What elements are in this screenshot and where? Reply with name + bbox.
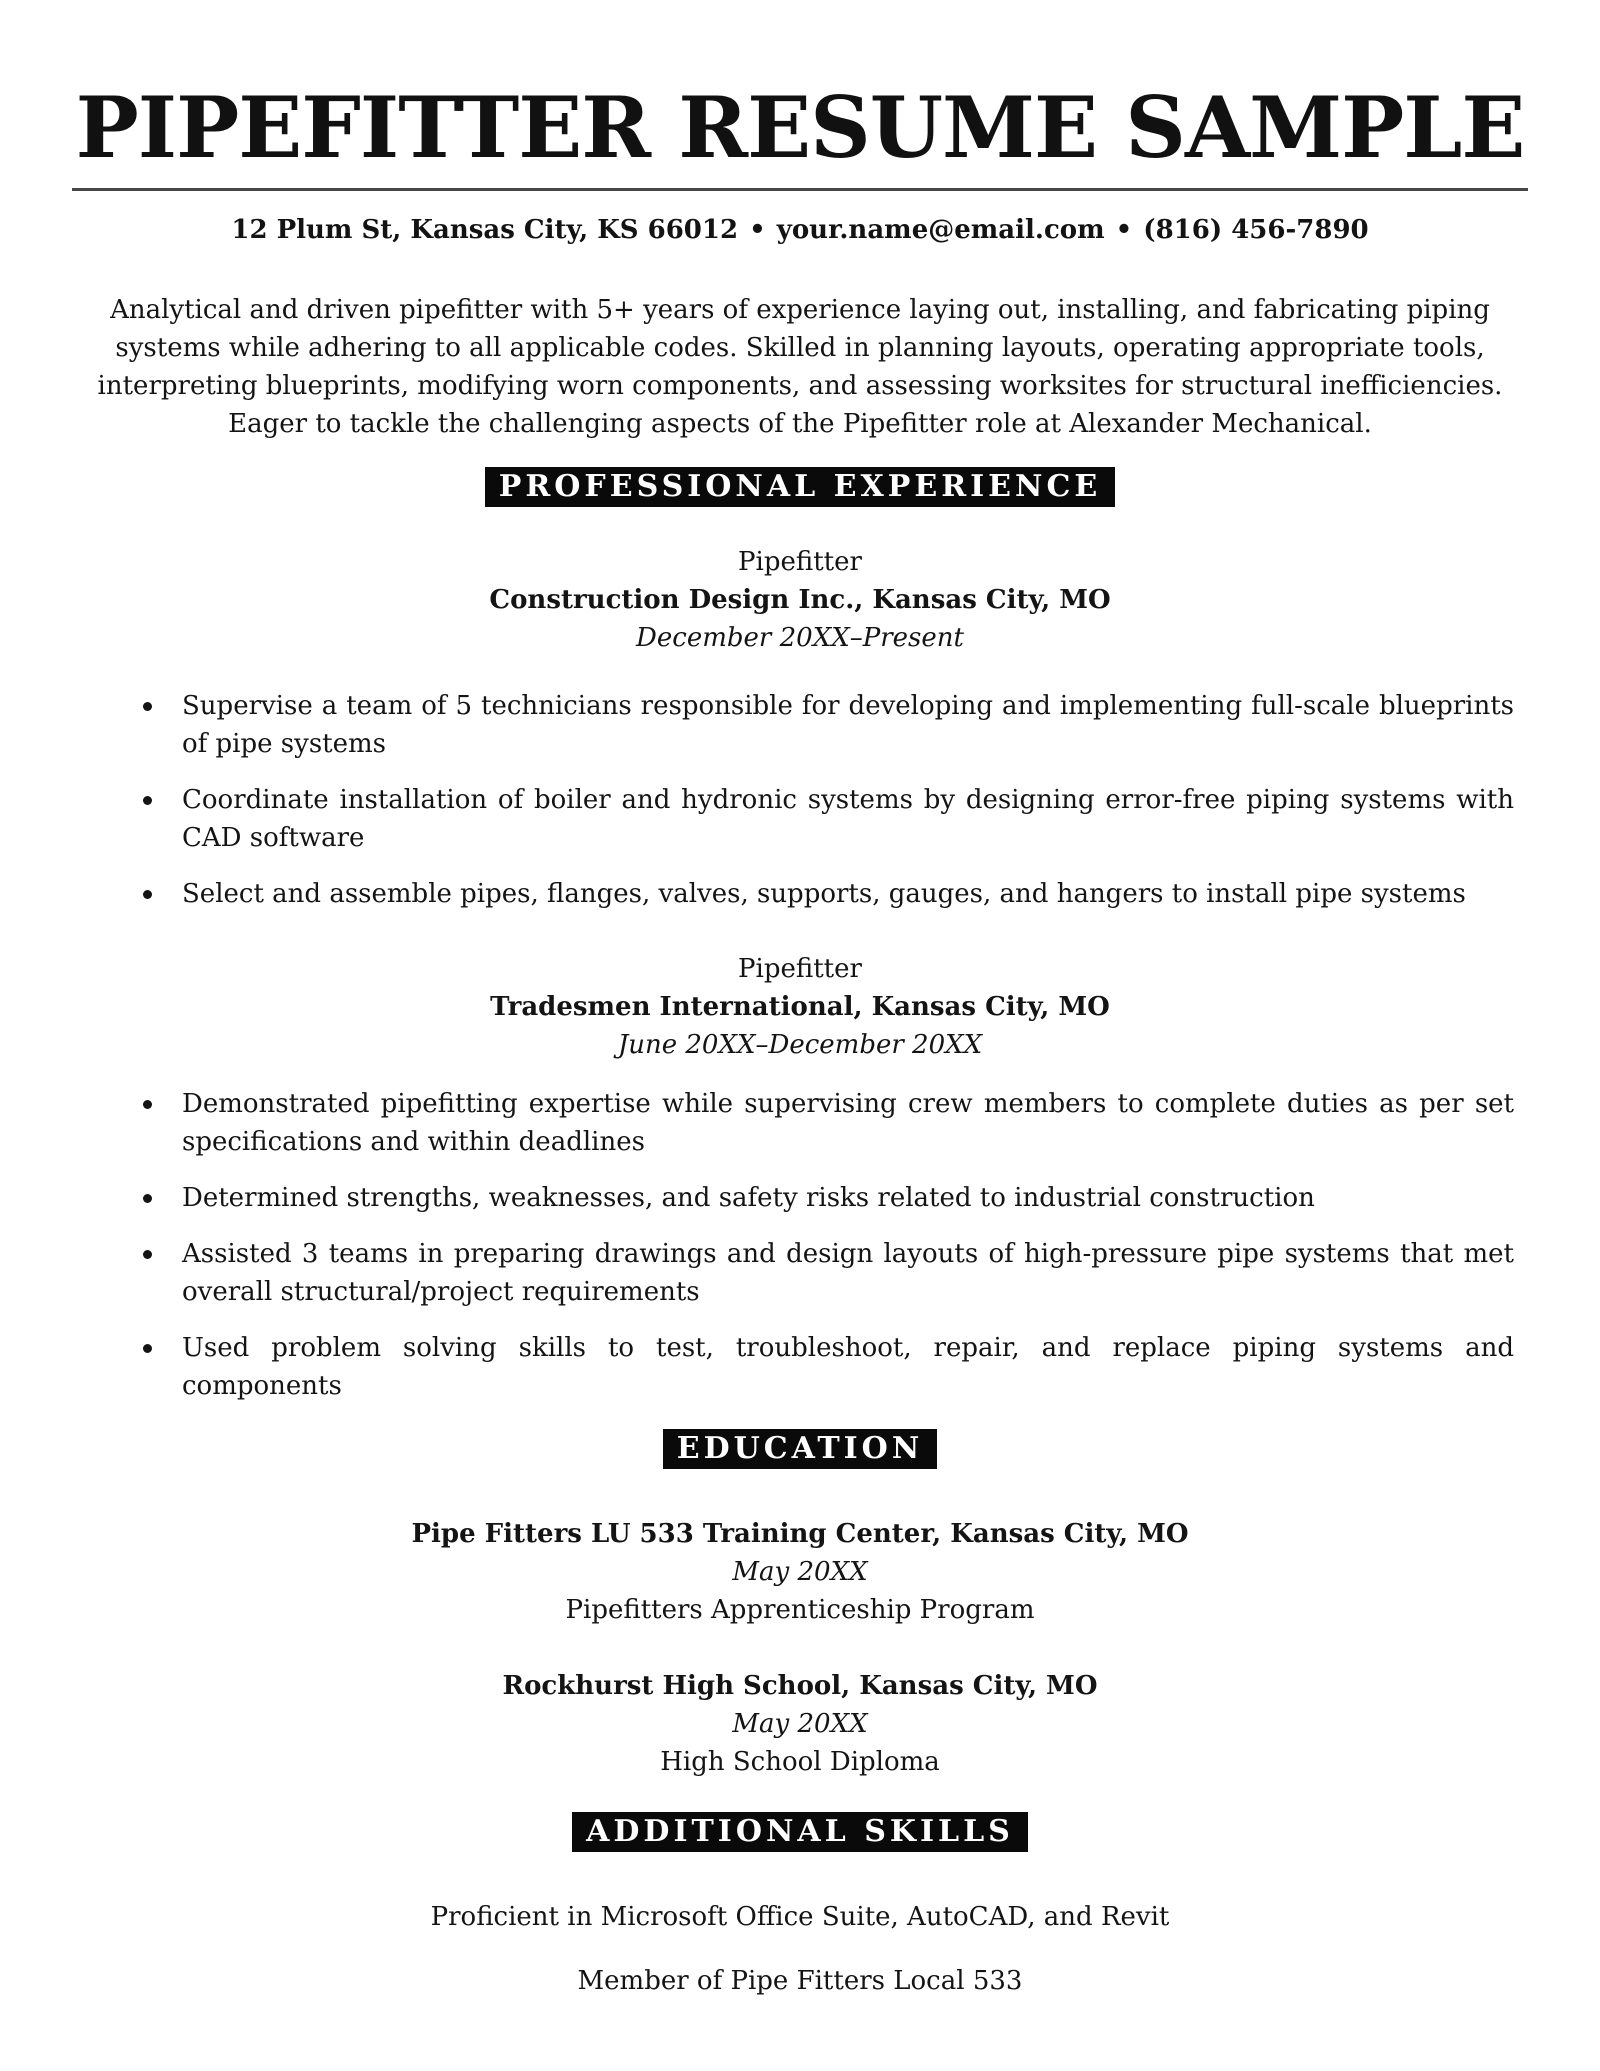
job-header	[72, 950, 1528, 1064]
section-experience-heading	[72, 467, 1528, 507]
job-dates: June 20XX–December 20XX	[617, 1030, 983, 1060]
section-skills-heading	[72, 1812, 1528, 1852]
education-entry	[72, 1667, 1528, 1781]
job-dates: December 20XX–Present	[636, 623, 964, 653]
bullet-item	[140, 781, 1514, 857]
job-company: Tradesmen International, Kansas City, MO	[490, 992, 1110, 1022]
summary-text: Analytical and driven pipefitter with 5+ years of experience laying out, installing, and fabricating piping systems while adhering to all applicable codes. Skilled in planning layouts, operating appropriate tools, interpreting blueprints, modifying worn components, and assessing worksites for structural inefficiencies. Eager to tackle the challenging aspects of the Pipefitter role at Alexander Mechanical.	[97, 295, 1503, 439]
section-heading-label: PROFESSIONAL EXPERIENCE	[485, 467, 1115, 507]
bullet-text: Assisted 3 teams in preparing drawings and design layouts of high-pressure pipe systems that met overall structural/project requirements	[182, 1239, 1514, 1307]
header-divider	[72, 188, 1528, 191]
bullet-text: Determined strengths, weaknesses, and safety risks related to industrial construction	[182, 1183, 1315, 1213]
bullet-item	[140, 1179, 1514, 1217]
bullet-text: Select and assemble pipes, flanges, valves, supports, gauges, and hangers to install pipe systems	[182, 879, 1466, 909]
bullet-text: Used problem solving skills to test, troubleshoot, repair, and replace piping systems and components	[182, 1333, 1514, 1401]
job-company: Construction Design Inc., Kansas City, MO	[489, 585, 1111, 615]
document-title: PIPEFITTER RESUME SAMPLE	[75, 78, 1525, 177]
skill-item: Proficient in Microsoft Office Suite, AutoCAD, and Revit	[430, 1902, 1170, 1932]
education-date: May 20XX	[732, 1709, 868, 1739]
education-credential: Pipefitters Apprenticeship Program	[565, 1595, 1035, 1625]
contact-phone: (816) 456-7890	[1143, 215, 1369, 245]
education-school: Rockhurst High School, Kansas City, MO	[502, 1671, 1098, 1701]
contact-separator: •	[749, 215, 766, 245]
education-school: Pipe Fitters LU 533 Training Center, Kansas City, MO	[411, 1519, 1189, 1549]
bullet-item	[140, 687, 1514, 763]
skill-item: Member of Pipe Fitters Local 533	[577, 1966, 1023, 1996]
job-bullet-list	[72, 1085, 1528, 1405]
job-title: Pipefitter	[738, 547, 862, 577]
job-title: Pipefitter	[738, 954, 862, 984]
job-header	[72, 543, 1528, 657]
contact-email: your.name@email.com	[776, 215, 1105, 245]
education-date: May 20XX	[732, 1557, 868, 1587]
contact-line	[72, 215, 1528, 245]
bullet-text: Supervise a team of 5 technicians responsible for developing and implementing full-scale blueprints of pipe systems	[182, 691, 1514, 759]
bullet-item	[140, 875, 1514, 913]
section-heading-label: ADDITIONAL SKILLS	[572, 1812, 1028, 1852]
bullet-item	[140, 1329, 1514, 1405]
section-heading-label: EDUCATION	[663, 1429, 937, 1469]
bullet-text: Demonstrated pipefitting expertise while supervising crew members to complete duties as per set specifications and within deadlines	[182, 1089, 1514, 1157]
section-education-heading	[72, 1429, 1528, 1469]
education-entry	[72, 1515, 1528, 1629]
bullet-item	[140, 1085, 1514, 1161]
contact-separator: •	[1115, 215, 1133, 245]
bullet-text: Coordinate installation of boiler and hydronic systems by designing error-free piping systems with CAD software	[182, 785, 1514, 853]
job-bullet-list	[72, 687, 1528, 913]
bullet-item	[140, 1235, 1514, 1311]
contact-address: 12 Plum St, Kansas City, KS 66012	[231, 215, 739, 245]
education-credential: High School Diploma	[660, 1747, 940, 1777]
